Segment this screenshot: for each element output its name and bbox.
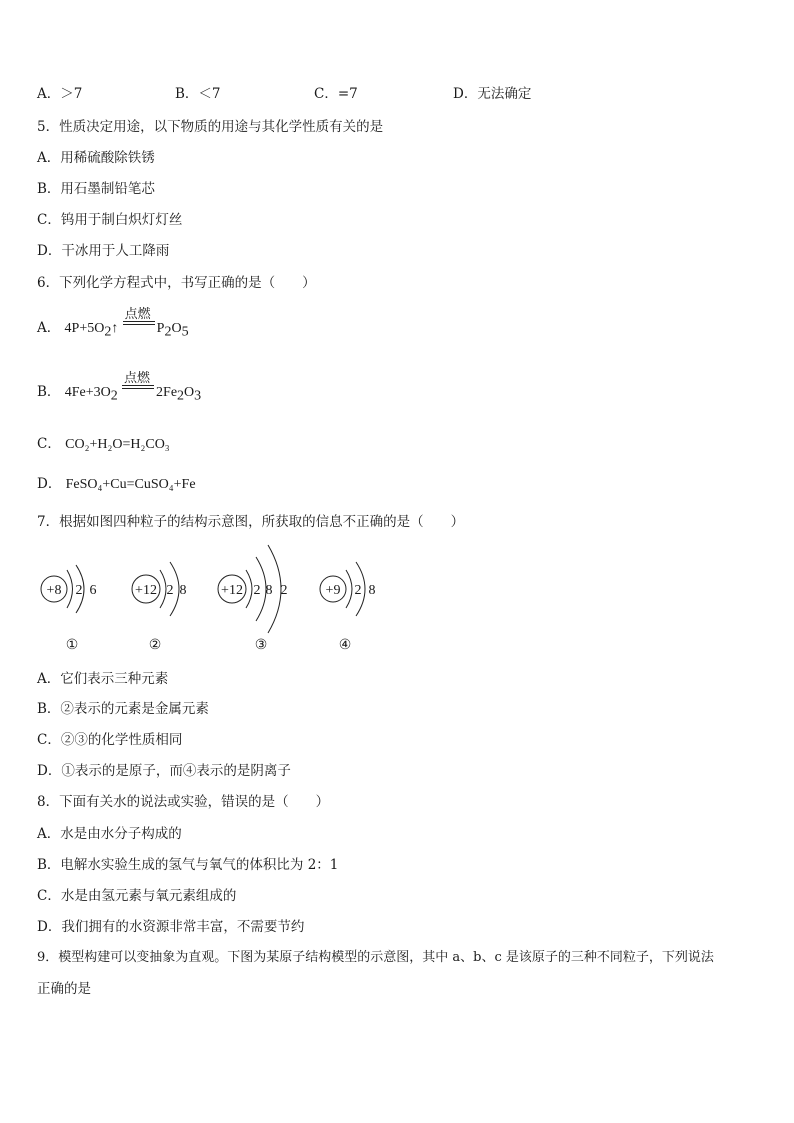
q5-option-c: C．钨用于制白炽灯灯丝 xyxy=(37,212,183,228)
q7-stem: 7．根据如图四种粒子的结构示意图，所获取的信息不正确的是（ ） xyxy=(37,514,465,530)
q7-particle-diagram xyxy=(0,535,794,655)
q5-option-b: B．用石墨制铅笔芯 xyxy=(37,181,155,197)
q9-stem-line-2: 正确的是 xyxy=(37,981,91,997)
q6-a-label: A． xyxy=(37,320,61,336)
q6-b-condition-text: 点燃 xyxy=(124,370,151,386)
particle-4-nucleus: +9 xyxy=(325,583,341,598)
q6-option-a xyxy=(37,306,189,341)
q8-option-a: A．水是由水分子构成的 xyxy=(37,826,182,842)
particle-1-shell-1 xyxy=(67,570,73,608)
q4-option-b: B．＜7 xyxy=(175,86,221,102)
q6-b-lhs: 4Fe+3O xyxy=(64,385,111,400)
particle-2-shell-1 xyxy=(160,570,166,608)
q7-option-a: A．它们表示三种元素 xyxy=(37,671,169,687)
particle-3-shell-count-2: 8 xyxy=(265,583,273,598)
q5-stem: 5．性质决定用途，以下物质的用途与其化学性质有关的是 xyxy=(37,119,384,135)
q6-c-label: C． xyxy=(37,436,61,452)
particle-2-shell-count-1: 2 xyxy=(166,583,174,598)
q6-d-equation: FeSO₄+Cu=CuSO₄+Fe xyxy=(65,477,196,492)
q6-option-d xyxy=(37,472,196,493)
particle-2-label: ② xyxy=(148,638,162,653)
q6-a-rhs: P xyxy=(156,321,165,336)
particle-3-shell-1 xyxy=(246,570,252,608)
particle-2-nucleus: +12 xyxy=(135,583,157,598)
q6-a-condition xyxy=(123,306,157,337)
q4-option-a: A．＞7 xyxy=(37,86,83,102)
particle-2-shell-count-2: 8 xyxy=(179,583,187,598)
q6-a-rhs-mid: O xyxy=(171,321,182,336)
q6-a-rhs-sub2: 5 xyxy=(181,324,189,340)
particle-3-shell-count-1: 2 xyxy=(253,583,261,598)
q6-option-b xyxy=(37,370,202,405)
q7-option-d: D．①表示的是原子，而④表示的是阴离子 xyxy=(37,763,291,779)
q4-options xyxy=(37,82,757,102)
q6-c-equation: CO₂+H₂O=H₂CO₃ xyxy=(65,437,170,452)
q9-stem-line-1: 9．模型构建可以变抽象为直观。下图为某原子结构模型的示意图，其中 a、b、c 是该原子的三种不同粒子，下列说法 xyxy=(37,950,714,965)
particle-4-shell-1 xyxy=(346,570,352,608)
q6-a-lhs: 4P+5O xyxy=(64,321,105,336)
particle-4-label: ④ xyxy=(338,638,352,653)
q4-option-c: C．=7 xyxy=(314,86,358,102)
q6-option-c xyxy=(37,432,170,453)
q6-a-arrow: ↑ xyxy=(111,321,119,336)
q6-b-lhs-sub: 2 xyxy=(110,388,118,404)
q5-option-d: D．干冰用于人工降雨 xyxy=(37,243,170,259)
particle-3-label: ③ xyxy=(254,638,268,653)
q6-a-lhs-sub: 2 xyxy=(104,324,112,340)
particle-1-shell-count-2: 6 xyxy=(89,583,97,598)
particle-1-shell-count-1: 2 xyxy=(75,583,83,598)
q6-d-label: D． xyxy=(37,476,62,492)
particle-4-shell-count-1: 2 xyxy=(354,583,362,598)
q4-option-d: D．无法确定 xyxy=(453,86,532,102)
particle-1-nucleus: +8 xyxy=(46,583,62,598)
q6-a-condition-text: 点燃 xyxy=(124,306,151,322)
q7-option-b: B．②表示的元素是金属元素 xyxy=(37,701,209,717)
q6-b-rhs-sub1: 2 xyxy=(177,388,185,404)
q6-b-rhs-mid: O xyxy=(184,385,195,400)
q6-b-condition xyxy=(122,370,156,401)
q8-stem: 8．下面有关水的说法或实验，错误的是（ ） xyxy=(37,794,330,810)
particle-4-shell-count-2: 8 xyxy=(368,583,376,598)
q6-stem: 6．下列化学方程式中，书写正确的是（ ） xyxy=(37,275,316,291)
q6-b-rhs-sub2: 3 xyxy=(194,388,202,404)
q6-a-rhs-sub1: 2 xyxy=(164,324,172,340)
particle-3-shell-count-3: 2 xyxy=(280,583,288,598)
q8-option-b: B．电解水实验生成的氢气与氧气的体积比为 2：1 xyxy=(37,857,339,873)
particle-3-nucleus: +12 xyxy=(221,583,243,598)
q7-option-c: C．②③的化学性质相同 xyxy=(37,732,183,748)
q6-b-rhs: 2Fe xyxy=(156,385,178,400)
q6-b-label: B． xyxy=(37,384,61,400)
q5-option-a: A．用稀硫酸除铁锈 xyxy=(37,150,155,166)
q8-option-d: D．我们拥有的水资源非常丰富，不需要节约 xyxy=(37,919,305,935)
particle-1-label: ① xyxy=(65,638,79,653)
q8-option-c: C．水是由氢元素与氧元素组成的 xyxy=(37,888,237,904)
